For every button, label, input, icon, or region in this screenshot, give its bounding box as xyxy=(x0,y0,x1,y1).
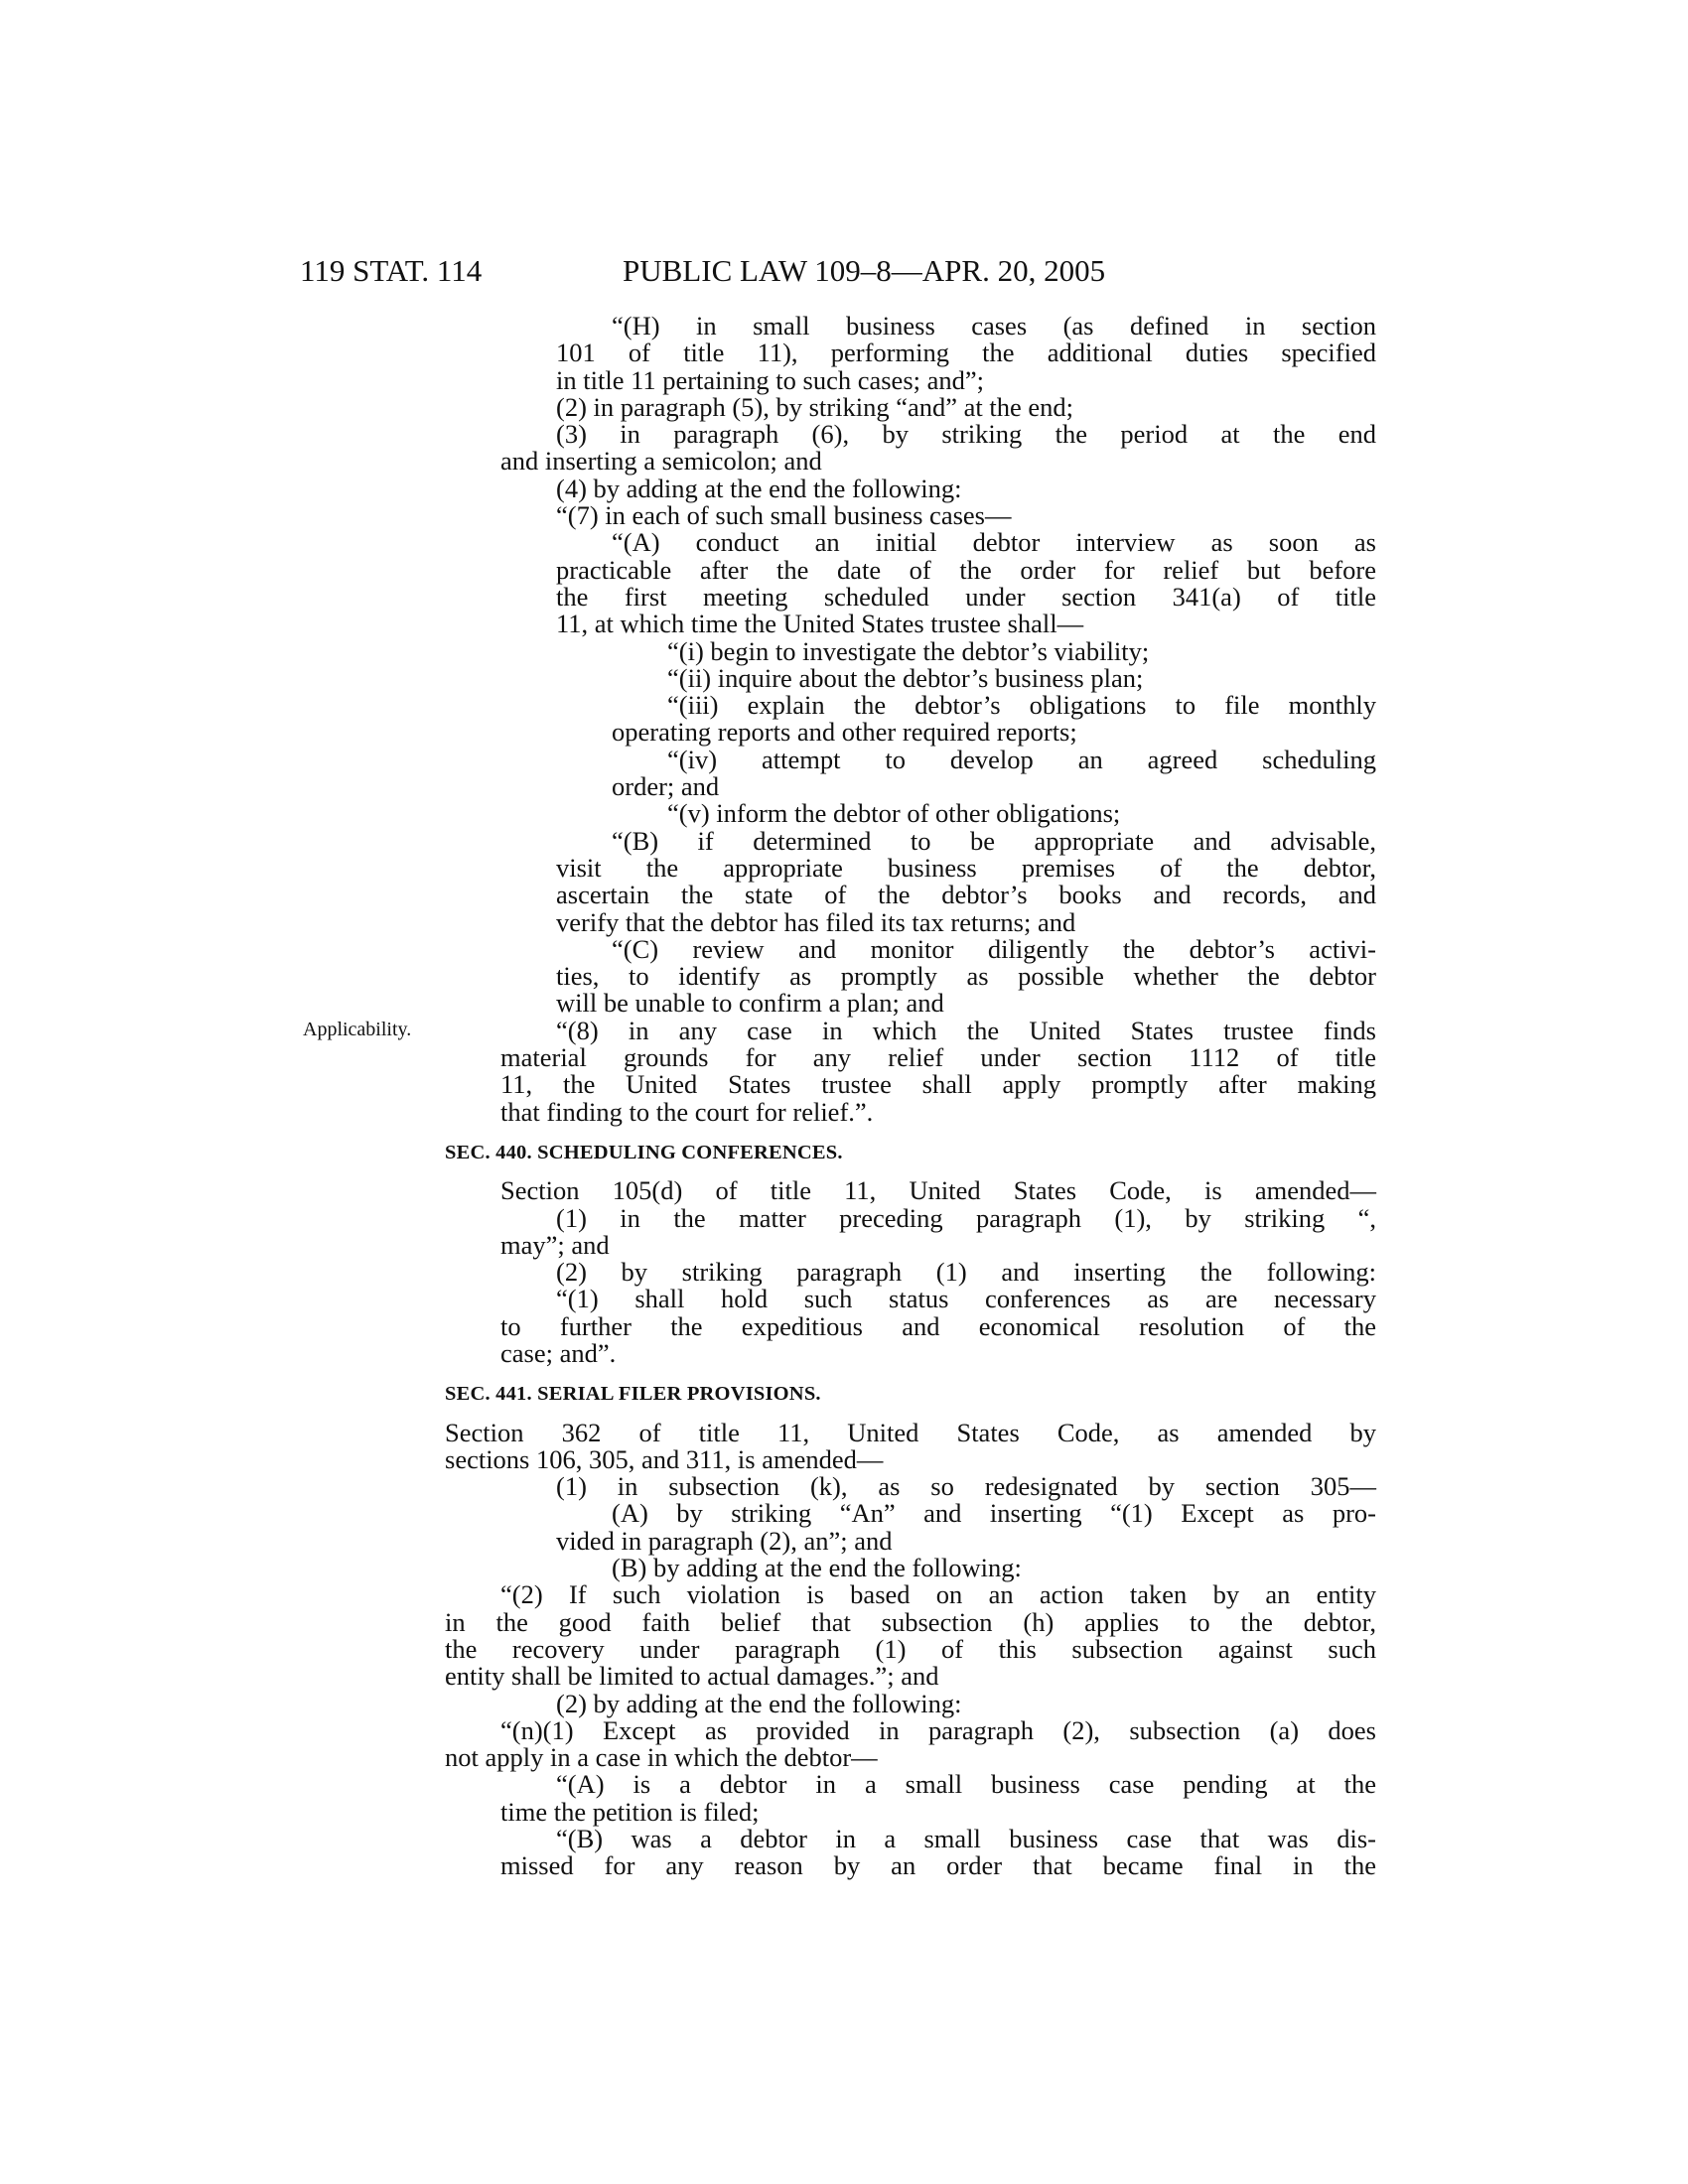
text-line: ties, to identify as promptly as possible whether the debtor xyxy=(556,961,1376,992)
text-line: “(7) in each of such small business cases— xyxy=(556,500,1012,531)
text-line: “(iv) attempt to develop an agreed scheduling xyxy=(667,744,1376,774)
text-line: time the petition is filed; xyxy=(500,1796,760,1827)
text-line: material grounds for any relief under section 1112 of title xyxy=(500,1042,1376,1073)
text-line: 11, at which time the United States trustee shall— xyxy=(556,609,1084,639)
statute-body xyxy=(445,311,1376,1881)
text-line: the recovery under paragraph (1) of this subsection against such xyxy=(445,1633,1376,1664)
text-line: (2) by striking paragraph (1) and inserting the following: xyxy=(556,1257,1376,1288)
text-line: “(C) review and monitor diligently the debtor’s activi- xyxy=(612,933,1376,964)
text-line: (3) in paragraph (6), by striking the period at the end xyxy=(556,419,1376,450)
text-line: “(v) inform the debtor of other obligations; xyxy=(667,798,1121,829)
text-line: “(B) if determined to be appropriate and advisable, xyxy=(612,825,1376,856)
text-line: “(i) begin to investigate the debtor’s viability; xyxy=(667,635,1150,666)
text-line: to further the expeditious and economical resolution of the xyxy=(500,1310,1376,1341)
text-line: in title 11 pertaining to such cases; and”; xyxy=(556,364,985,395)
text-line: “(8) in any case in which the United States trustee finds xyxy=(556,1015,1376,1045)
text-line: (B) by adding at the end the following: xyxy=(612,1553,1022,1583)
text-line: “(iii) explain the debtor’s obligations to file monthly xyxy=(667,690,1376,721)
text-line: missed for any reason by an order that became final in the xyxy=(500,1850,1376,1881)
text-line: that finding to the court for relief.”. xyxy=(500,1096,874,1127)
text-line: “(A) conduct an initial debtor interview as soon as xyxy=(612,527,1376,558)
law-title: PUBLIC LAW 109–8—APR. 20, 2005 xyxy=(623,253,1106,288)
section-heading: SEC. 441. SERIAL FILER PROVISIONS. xyxy=(445,1383,821,1406)
text-line: “(ii) inquire about the debtor’s business plan; xyxy=(667,662,1144,693)
stat-page-number: 119 STAT. 114 xyxy=(300,253,483,288)
text-line: entity shall be limited to actual damages.”; and xyxy=(445,1661,939,1692)
text-line: “(2) If such violation is based on an action taken by an entity xyxy=(500,1579,1376,1610)
text-line: (4) by adding at the end the following: xyxy=(556,473,962,503)
text-line: practicable after the date of the order for relief but before xyxy=(556,554,1376,585)
text-line: Section 362 of title 11, United States Code, as amended by xyxy=(445,1417,1376,1447)
text-line: (2) in paragraph (5), by striking “and” at the end; xyxy=(556,391,1073,422)
text-line: “(B) was a debtor in a small business case that was dis- xyxy=(556,1824,1376,1854)
text-line: “(n)(1) Except as provided in paragraph (2), subsection (a) does xyxy=(500,1714,1376,1745)
text-line: verify that the debtor has filed its tax returns; and xyxy=(556,906,1076,937)
text-line: order; and xyxy=(612,771,720,802)
text-line: the first meeting scheduled under section 341(a) of title xyxy=(556,581,1376,612)
text-line: (A) by striking “An” and inserting “(1) Except as pro- xyxy=(612,1498,1376,1529)
text-line: (2) by adding at the end the following: xyxy=(556,1688,962,1718)
text-line: 101 of title 11), performing the additional duties specified xyxy=(556,338,1376,368)
text-line: case; and”. xyxy=(500,1337,617,1368)
text-line: may”; and xyxy=(500,1229,610,1260)
text-line: sections 106, 305, and 311, is amended— xyxy=(445,1443,884,1474)
text-line: (1) in the matter preceding paragraph (1), by striking “, xyxy=(556,1202,1376,1233)
text-line: 11, the United States trustee shall apply promptly after making xyxy=(500,1069,1376,1100)
text-line: ascertain the state of the debtor’s books and records, and xyxy=(556,880,1376,910)
text-line: “(1) shall hold such status conferences as are necessary xyxy=(556,1284,1376,1314)
text-line: vided in paragraph (2), an”; and xyxy=(556,1525,893,1556)
text-line: Section 105(d) of title 11, United States Code, is amended— xyxy=(500,1175,1376,1206)
text-line: “(A) is a debtor in a small business case pending at the xyxy=(556,1769,1376,1800)
text-line: “(H) in small business cases (as defined in section xyxy=(612,311,1376,341)
section-heading: SEC. 440. SCHEDULING CONFERENCES. xyxy=(445,1141,843,1163)
text-line: and inserting a semicolon; and xyxy=(500,446,822,477)
text-line: in the good faith belief that subsection (h) applies to the debtor, xyxy=(445,1606,1376,1637)
text-line: will be unable to confirm a plan; and xyxy=(556,988,944,1019)
text-line: visit the appropriate business premises of the debtor, xyxy=(556,852,1376,883)
text-line: operating reports and other required reports; xyxy=(612,717,1077,748)
text-line: not apply in a case in which the debtor— xyxy=(445,1742,878,1773)
margin-note-applicability: Applicability. xyxy=(303,1019,412,1040)
text-line: (1) in subsection (k), as so redesignated by section 305— xyxy=(556,1471,1376,1502)
